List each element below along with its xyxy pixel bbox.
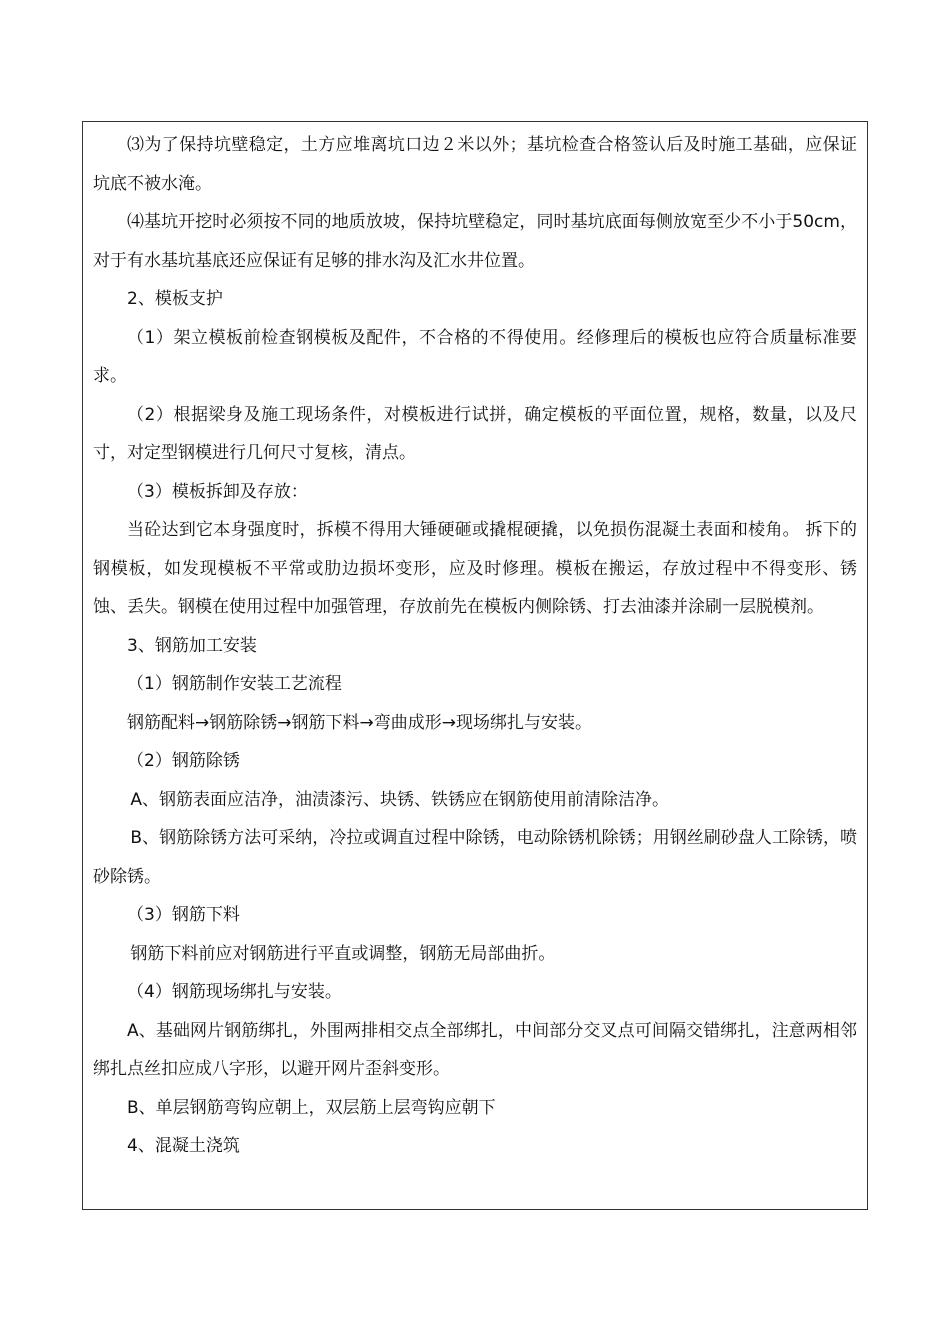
document-table-cell	[82, 121, 868, 1210]
section-heading-concrete: 4、混凝土浇筑	[127, 1136, 240, 1156]
paragraph-rebar-4-a: A、基础网片钢筋绑扎，外围两排相交点全部绑扎，中间部分交叉点可间隔交错绑扎，注意两相邻绑扎点丝扣应成八字形，以避开网片歪斜变形。	[93, 1020, 857, 1079]
paragraph-rebar-1-title: （1）钢筋制作安装工艺流程	[127, 674, 342, 694]
paragraph-rebar-3-body: 钢筋下料前应对钢筋进行平直或调整，钢筋无局部曲折。	[130, 943, 556, 964]
paragraph-rebar-4-title: （4）钢筋现场绑扎与安装。	[127, 982, 342, 1002]
paragraph-formwork-3-title: （3）模板拆卸及存放：	[127, 481, 308, 502]
paragraph-formwork-2: （2）根据梁身及施工现场条件，对模板进行试拼，确定模板的平面位置，规格，数量，以及尺寸，对定型钢模进行几何尺寸复核，清点。	[93, 404, 857, 463]
document-body	[93, 126, 857, 1166]
paragraph-foundation-pit-3: ⑶为了保持坑壁稳定，土方应堆离坑口边２米以外；基坑检查合格签认后及时施工基础，应保证坑底不被水淹。	[93, 135, 857, 194]
section-heading-rebar: 3、钢筋加工安装	[127, 635, 257, 656]
paragraph-rebar-2-title: （2）钢筋除锈	[127, 751, 240, 771]
paragraph-foundation-pit-4: ⑷基坑开挖时必须按不同的地质放坡，保持坑壁稳定，同时基坑底面每侧放宽至少不小于50cm，对于有水基坑基底还应保证有足够的排水沟及汇水井位置。	[93, 212, 857, 271]
paragraph-rebar-2-a: A、钢筋表面应洁净，油渍漆污、块锈、铁锈应在钢筋使用前清除洁净。	[130, 789, 670, 810]
paragraph-formwork-3-body: 当砼达到它本身强度时，拆模不得用大锤硬砸或撬棍硬撬，以免损伤混凝土表面和棱角。 拆下的钢模板，如发现模板不平常或肋边损坏变形，应及时修理。模板在搬运，存放过程中不得变形、锈蚀、丢失。钢模在使用过程中加强管理，存放前先在模板内侧除锈、打去油漆并涂刷一层脱模剂。	[93, 520, 857, 617]
paragraph-rebar-2-b: B、钢筋除锈方法可采纳，冷拉或调直过程中除锈，电动除锈机除锈；用钢丝刷砂盘人工除锈，喷砂除锈。	[93, 828, 857, 887]
section-heading-formwork: 2、模板支护	[127, 289, 223, 309]
paragraph-rebar-3-title: （3）钢筋下料	[127, 905, 240, 925]
paragraph-formwork-1: （1）架立模板前检查钢模板及配件，不合格的不得使用。经修理后的模板也应符合质量标准要求。	[93, 327, 857, 386]
paragraph-rebar-process-flow: 钢筋配料→钢筋除锈→钢筋下料→弯曲成形→现场绑扎与安装。	[127, 712, 592, 733]
paragraph-rebar-4-b: B、单层钢筋弯钩应朝上，双层筋上层弯钩应朝下	[127, 1097, 496, 1118]
